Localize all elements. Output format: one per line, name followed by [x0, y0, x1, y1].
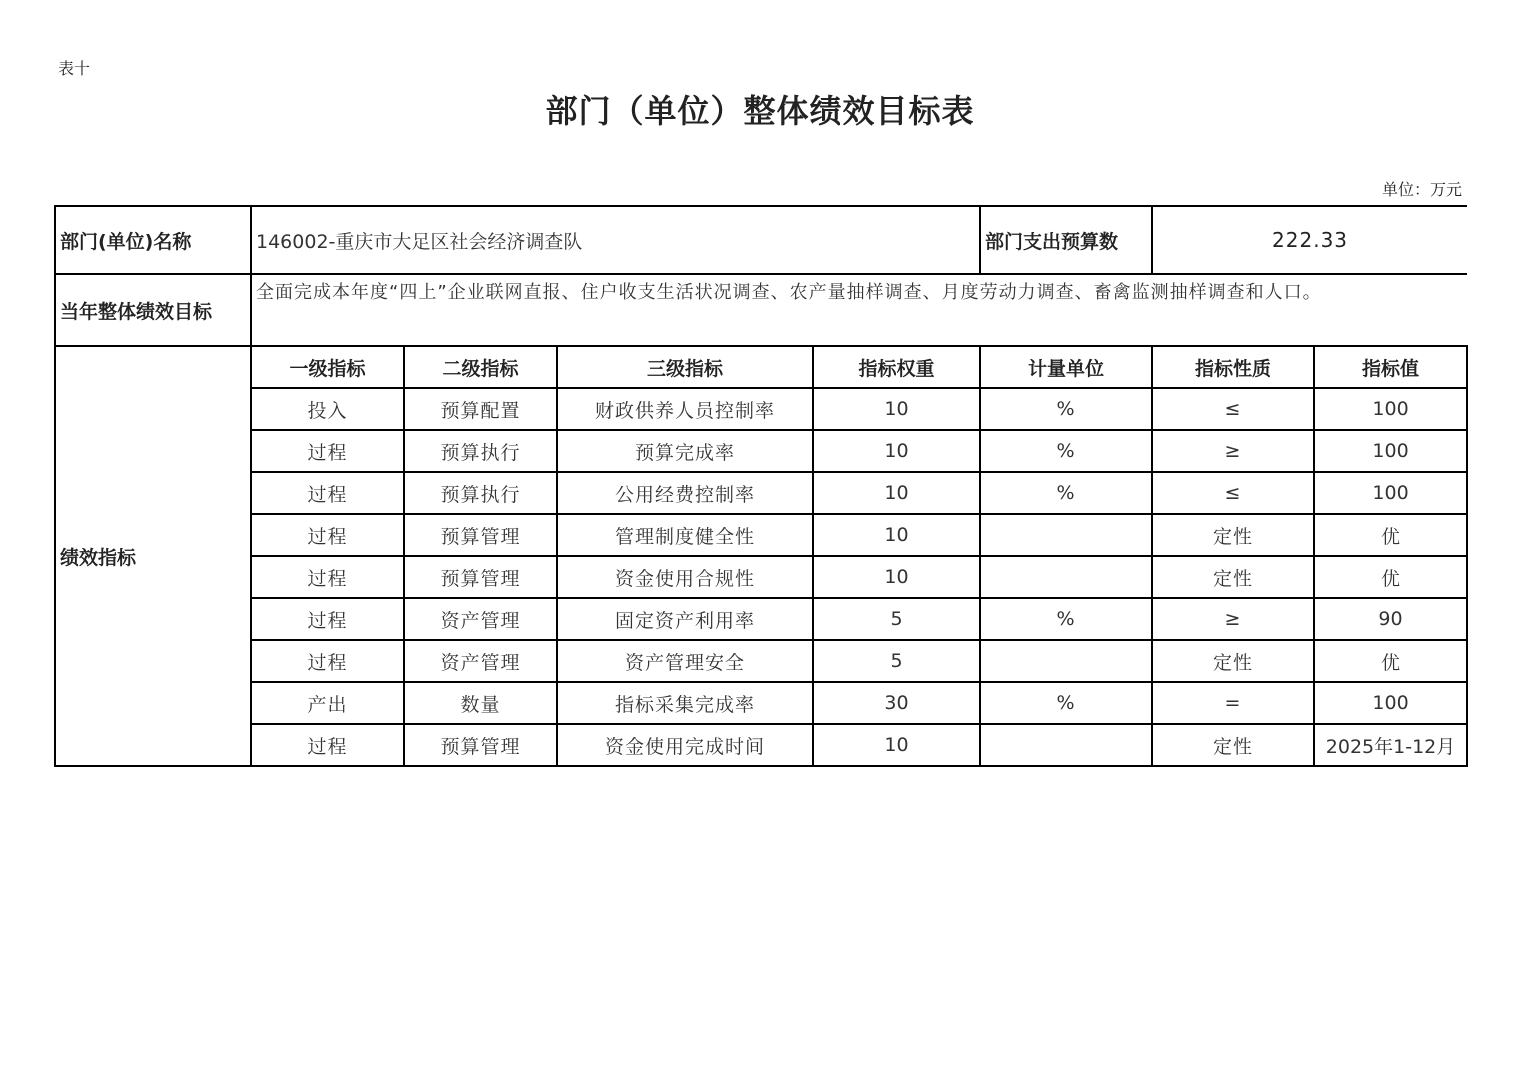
nature-cell: 定性	[1152, 640, 1314, 682]
level1-cell: 过程	[251, 640, 404, 682]
value-cell: 100	[1314, 472, 1467, 514]
level2-cell: 预算管理	[404, 556, 557, 598]
level2-cell: 资产管理	[404, 640, 557, 682]
level3-cell: 资金使用合规性	[557, 556, 813, 598]
level1-cell: 过程	[251, 472, 404, 514]
unit-header: 计量单位	[980, 346, 1152, 388]
table-row	[55, 556, 1467, 598]
unit-cell	[980, 514, 1152, 556]
nature-cell: 定性	[1152, 724, 1314, 766]
table-row	[55, 640, 1467, 682]
budget-label: 部门支出预算数	[980, 206, 1152, 274]
level2-cell: 预算执行	[404, 472, 557, 514]
weight-cell: 10	[813, 514, 980, 556]
nature-cell: ≥	[1152, 430, 1314, 472]
table-row	[55, 514, 1467, 556]
level2-cell: 预算配置	[404, 388, 557, 430]
weight-header: 指标权重	[813, 346, 980, 388]
value-header: 指标值	[1314, 346, 1467, 388]
level3-cell: 公用经费控制率	[557, 472, 813, 514]
level3-cell: 固定资产利用率	[557, 598, 813, 640]
value-cell: 100	[1314, 682, 1467, 724]
nature-cell: 定性	[1152, 556, 1314, 598]
dept-name-value: 146002-重庆市大足区社会经济调查队	[251, 206, 980, 274]
table-row	[55, 598, 1467, 640]
level3-cell: 财政供养人员控制率	[557, 388, 813, 430]
unit-cell: %	[980, 598, 1152, 640]
budget-value: 222.33	[1152, 206, 1467, 274]
nature-header: 指标性质	[1152, 346, 1314, 388]
value-cell: 2025年1-12月	[1314, 724, 1467, 766]
level3-cell: 管理制度健全性	[557, 514, 813, 556]
level3-cell: 预算完成率	[557, 430, 813, 472]
dept-name-label: 部门(单位)名称	[55, 206, 251, 274]
level2-cell: 预算管理	[404, 514, 557, 556]
value-cell: 优	[1314, 640, 1467, 682]
table-row	[55, 472, 1467, 514]
unit-cell: %	[980, 388, 1152, 430]
table-row	[55, 682, 1467, 724]
level2-cell: 数量	[404, 682, 557, 724]
level1-cell: 投入	[251, 388, 404, 430]
unit-label: 单位：万元	[1381, 180, 1462, 199]
level1-cell: 过程	[251, 430, 404, 472]
level2-header: 二级指标	[404, 346, 557, 388]
value-cell: 90	[1314, 598, 1467, 640]
table-row	[55, 724, 1467, 766]
weight-cell: 10	[813, 556, 980, 598]
level2-cell: 资产管理	[404, 598, 557, 640]
goal-label: 当年整体绩效目标	[55, 274, 251, 346]
unit-cell	[980, 556, 1152, 598]
weight-cell: 10	[813, 472, 980, 514]
level3-cell: 资产管理安全	[557, 640, 813, 682]
unit-cell	[980, 724, 1152, 766]
value-cell: 优	[1314, 514, 1467, 556]
page-title: 部门（单位）整体绩效目标表	[545, 92, 975, 130]
level1-cell: 过程	[251, 514, 404, 556]
table-row	[55, 430, 1467, 472]
level3-cell: 指标采集完成率	[557, 682, 813, 724]
level1-cell: 产出	[251, 682, 404, 724]
level1-cell: 过程	[251, 724, 404, 766]
level1-cell: 过程	[251, 556, 404, 598]
nature-cell: ≤	[1152, 388, 1314, 430]
unit-cell	[980, 640, 1152, 682]
level1-header: 一级指标	[251, 346, 404, 388]
perf-indicator-label: 绩效指标	[55, 346, 251, 766]
weight-cell: 30	[813, 682, 980, 724]
weight-cell: 5	[813, 640, 980, 682]
level3-cell: 资金使用完成时间	[557, 724, 813, 766]
nature-cell: ≥	[1152, 598, 1314, 640]
unit-cell: %	[980, 682, 1152, 724]
level2-cell: 预算执行	[404, 430, 557, 472]
nature-cell: 定性	[1152, 514, 1314, 556]
value-cell: 100	[1314, 430, 1467, 472]
weight-cell: 10	[813, 724, 980, 766]
weight-cell: 10	[813, 430, 980, 472]
level2-cell: 预算管理	[404, 724, 557, 766]
value-cell: 优	[1314, 556, 1467, 598]
nature-cell: =	[1152, 682, 1314, 724]
unit-cell: %	[980, 472, 1152, 514]
table-row	[55, 388, 1467, 430]
unit-cell: %	[980, 430, 1152, 472]
performance-target-table	[54, 205, 1468, 767]
weight-cell: 10	[813, 388, 980, 430]
table-number: 表十	[58, 59, 91, 78]
level1-cell: 过程	[251, 598, 404, 640]
value-cell: 100	[1314, 388, 1467, 430]
nature-cell: ≤	[1152, 472, 1314, 514]
level3-header: 三级指标	[557, 346, 813, 388]
goal-text: 全面完成本年度“四上”企业联网直报、住户收支生活状况调查、农产量抽样调查、月度劳动力调查、畜禽监测抽样调查和人口。	[251, 274, 1467, 346]
weight-cell: 5	[813, 598, 980, 640]
